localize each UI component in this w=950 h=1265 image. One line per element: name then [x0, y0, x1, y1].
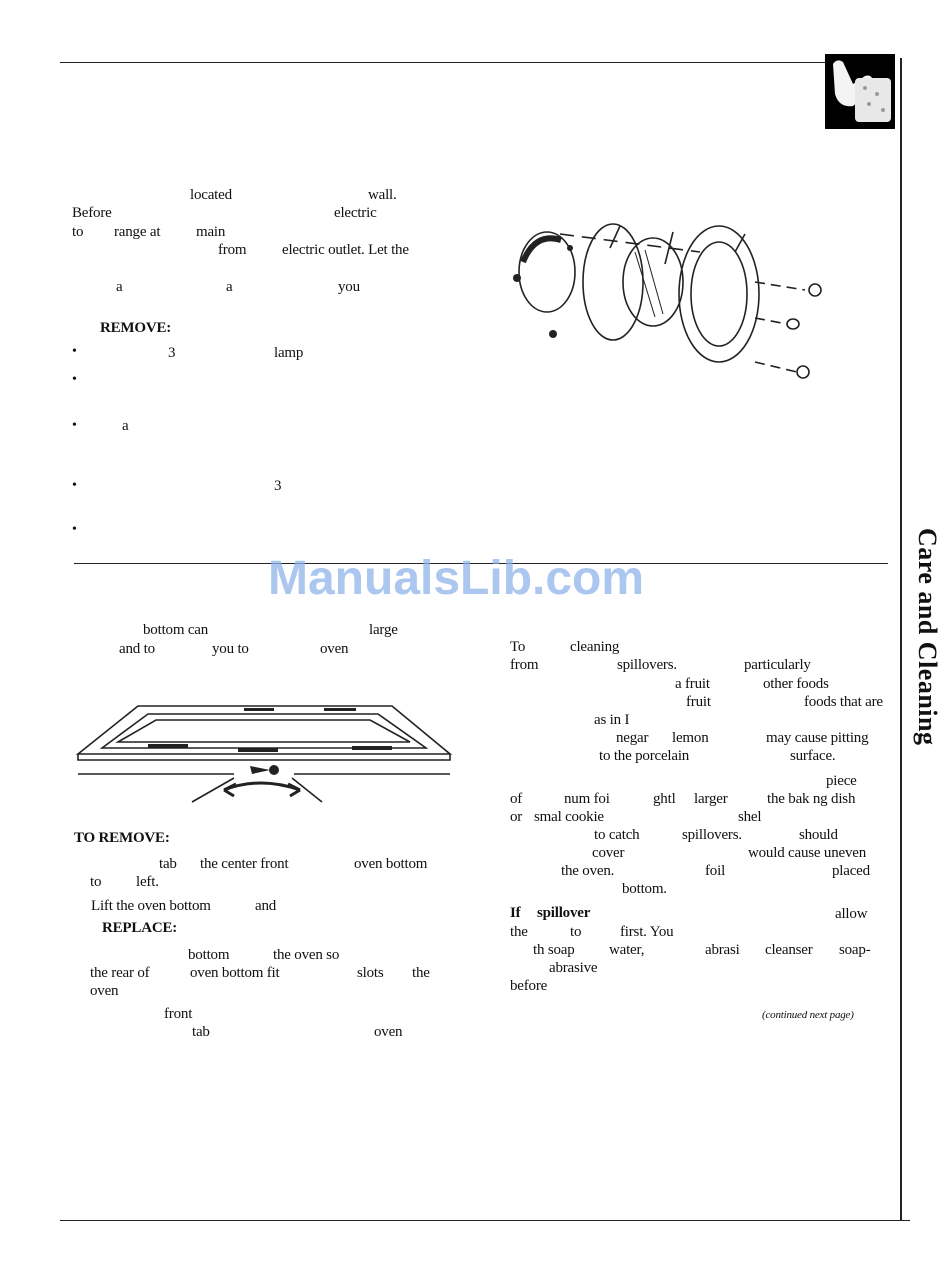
replace-heading: REPLACE:: [102, 920, 178, 936]
spillover-allow: allow: [835, 906, 868, 922]
clean-line1: To cleaning: [510, 639, 620, 655]
section-side-title: Care and Cleaning: [913, 528, 942, 746]
clean-line19: before: [510, 978, 548, 994]
oven-bottom-intro-line2: and to you to oven: [119, 641, 349, 657]
lamp-remove-heading: REMOVE:: [100, 320, 172, 336]
lamp-bullet-3: •: [72, 418, 77, 433]
remove-line3: Lift the oven bottom and: [91, 898, 277, 914]
lamp-intro-line4: from electric outlet. Let the: [218, 242, 409, 258]
watermark: ManualsLib.com: [268, 552, 645, 605]
clean-line14: bottom.: [622, 881, 667, 897]
hand-sponge-icon: [825, 54, 895, 129]
clean-line13: the oven. foil placed: [561, 863, 870, 879]
lamp-intro-line5: a a you: [116, 279, 360, 295]
clean-line5: as in I: [594, 712, 630, 728]
lamp-bullet-3-text: a: [122, 418, 129, 434]
clean-line10: or smal cookie shel: [510, 809, 762, 825]
clean-line16: the to first. You: [510, 924, 674, 940]
lamp-bullet-4: •: [72, 478, 77, 493]
clean-line11: to catch spillovers. should: [594, 827, 838, 843]
lamp-bullet-4-text: 3: [274, 478, 282, 494]
oven-bottom-intro-line1: bottom can large: [143, 622, 398, 638]
spillover-line: If spillover: [510, 905, 591, 921]
clean-line4: fruit foods that are: [686, 694, 883, 710]
lamp-bullet-5: •: [72, 522, 77, 537]
clean-line18: abrasive: [549, 960, 598, 976]
clean-line7: to the porcelain surface.: [599, 748, 836, 764]
clean-line8: piece: [826, 773, 857, 789]
clean-line2: from spillovers. particularly: [510, 657, 811, 673]
clean-line12: cover would cause uneven: [592, 845, 867, 861]
clean-line6: negar lemon may cause pitting: [616, 730, 869, 746]
lamp-intro-line3: to range at main: [72, 224, 226, 240]
continued-note: (continued next page): [762, 1009, 854, 1021]
replace-line1: bottom the oven so: [188, 947, 340, 963]
top-rule: [60, 62, 825, 63]
replace-line3: oven: [90, 983, 119, 999]
right-rule: [900, 58, 902, 1220]
oven-bottom-diagram: [74, 702, 454, 802]
lamp-bullet-1: •: [72, 344, 77, 359]
lamp-intro-line2: Before electric: [72, 205, 377, 221]
lamp-bullet-2: •: [72, 372, 77, 387]
remove-line2: to left.: [90, 874, 159, 890]
remove-line1: tab the center front oven bottom: [159, 856, 428, 872]
replace-line4: front: [164, 1006, 193, 1022]
clean-line17: th soap water, abrasi cleanser soap-: [533, 942, 871, 958]
replace-line2: the rear of oven bottom fit slots the: [90, 965, 430, 981]
clean-line9: of num foi ghtl larger the bak ng dish: [510, 791, 856, 807]
oven-lamp-exploded-diagram: [505, 222, 835, 382]
lamp-bullet-1-text: 3 lamp: [168, 345, 304, 361]
bottom-rule: [60, 1220, 910, 1221]
clean-line3: a fruit other foods: [675, 676, 829, 692]
replace-line5: tab oven: [192, 1024, 403, 1040]
to-remove-heading: TO REMOVE:: [74, 830, 170, 846]
lamp-intro-line1: located wall.: [190, 187, 397, 203]
